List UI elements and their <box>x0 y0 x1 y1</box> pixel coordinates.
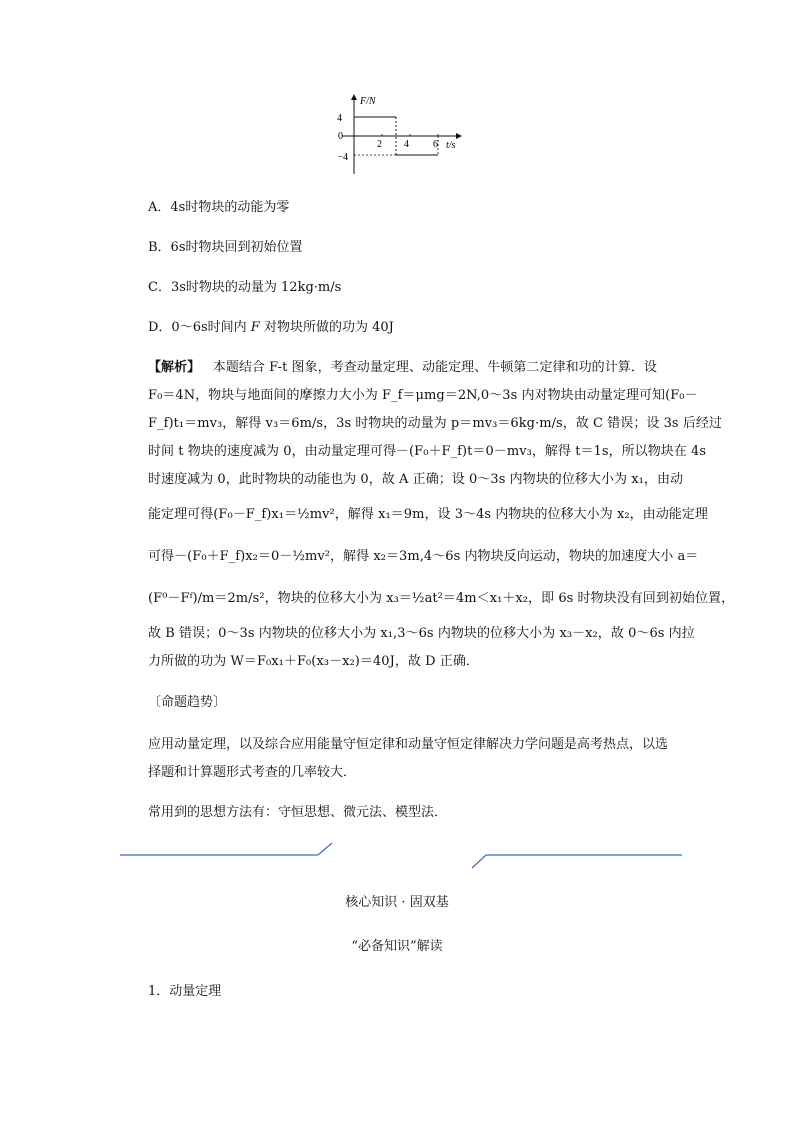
x-axis-label: t/s <box>446 140 456 151</box>
trend-heading: 〔命题趋势〕 <box>148 695 227 710</box>
analysis-line-7: 可得－(F₀＋F_f)x₂＝0－½mv²，解得 x₂＝3m,4～6s 内物块反向运动，物块的加速度大小 a＝ <box>148 549 699 564</box>
x-tick-4: 4 <box>404 139 409 150</box>
section-subtitle: “必备知识”解读 <box>351 939 443 954</box>
y-axis-label: F/N <box>360 96 376 107</box>
analysis-line-10: 力所做的功为 W＝F₀x₁＋F₀(x₃－x₂)＝40J，故 D 正确． <box>148 654 479 669</box>
analysis-line-5: 时速度减为 0，此时物块的动能也为 0，故 A 正确；设 0～3s 内物块的位移大小为 x₁，由动 <box>148 472 684 487</box>
section-divider <box>120 840 685 870</box>
analysis-line-4: 时间 t 物块的速度减为 0，由动量定理可得－(F₀＋F_f)t＝0－mv₃，解得 t＝1s，所以物块在 4s <box>148 444 707 459</box>
analysis-line-8: (F⁰－Fᶠ)/m＝2m/s²，物块的位移大小为 x₃＝½at²＝4m＜x₁＋x₂，即 6s 时物块没有回到初始位置， <box>148 591 735 606</box>
option-d-prefix: D．0～6s时间内 <box>148 320 247 335</box>
analysis-line-3: F_f)t₁＝mv₃，解得 v₃＝6m/s，3s 时物块的动量为 p＝mv₃＝6kg·m/s，故 C 错误；设 3s 后经过 <box>148 416 722 431</box>
y-tick-4: 4 <box>337 113 342 124</box>
option-d-var: F <box>250 320 260 335</box>
divider-left-slant <box>318 843 332 855</box>
analysis-line-6: 能定理可得(F₀－F_f)x₁＝½mv²，解得 x₁＝9m，设 3～4s 内物块的位移大小为 x₂，由动能定理 <box>148 507 708 522</box>
analysis-text-1: 本题结合 F-t 图象，考查动量定理、动能定理、牛顿第二定律和功的计算．设 <box>212 360 657 375</box>
analysis-line-1 <box>148 354 678 382</box>
x-axis-arrow <box>456 133 462 139</box>
force-time-graph <box>330 92 465 184</box>
option-d-suffix: 对物块所做的功为 40J <box>263 320 394 335</box>
item-1-heading: 1．动量定理 <box>148 984 222 999</box>
y-tick-neg4: −4 <box>337 152 348 163</box>
y-tick-0: 0 <box>338 131 343 142</box>
option-d <box>148 319 394 337</box>
trend-paragraph-1: 应用动量定理，以及综合应用能量守恒定律和动量守恒定律解决力学问题是高考热点，以选择题和计算题形式考查的几率较大． <box>148 737 669 780</box>
section-title: 核心知识 · 固双基 <box>345 895 449 910</box>
option-b: B．6s时物块回到初始位置 <box>148 240 303 255</box>
y-axis-arrow <box>351 94 357 100</box>
graph-axes <box>337 94 462 174</box>
analysis-tag: 【解析】 <box>148 360 201 375</box>
x-tick-6: 6 <box>433 139 438 150</box>
analysis-block <box>148 354 735 676</box>
option-c: C．3s时物块的动量为 12kg·m/s <box>148 280 342 295</box>
option-a: A．4s时物块的动能为零 <box>148 200 290 215</box>
x-tick-2: 2 <box>377 139 382 150</box>
trend-paragraph-2: 常用到的思想方法有：守恒思想、微元法、模型法． <box>148 805 448 820</box>
analysis-line-9: 故 B 错误；0～3s 内物块的位移大小为 x₁,3～6s 内物块的位移大小为 x₃－x₂，故 0～6s 内拉 <box>148 626 695 641</box>
analysis-line-2: F₀＝4N，物块与地面间的摩擦力大小为 F_f＝μmg＝2N,0～3s 内对物块由动量定理可知(F₀－ <box>148 388 698 403</box>
divider-right-slant <box>472 855 486 868</box>
